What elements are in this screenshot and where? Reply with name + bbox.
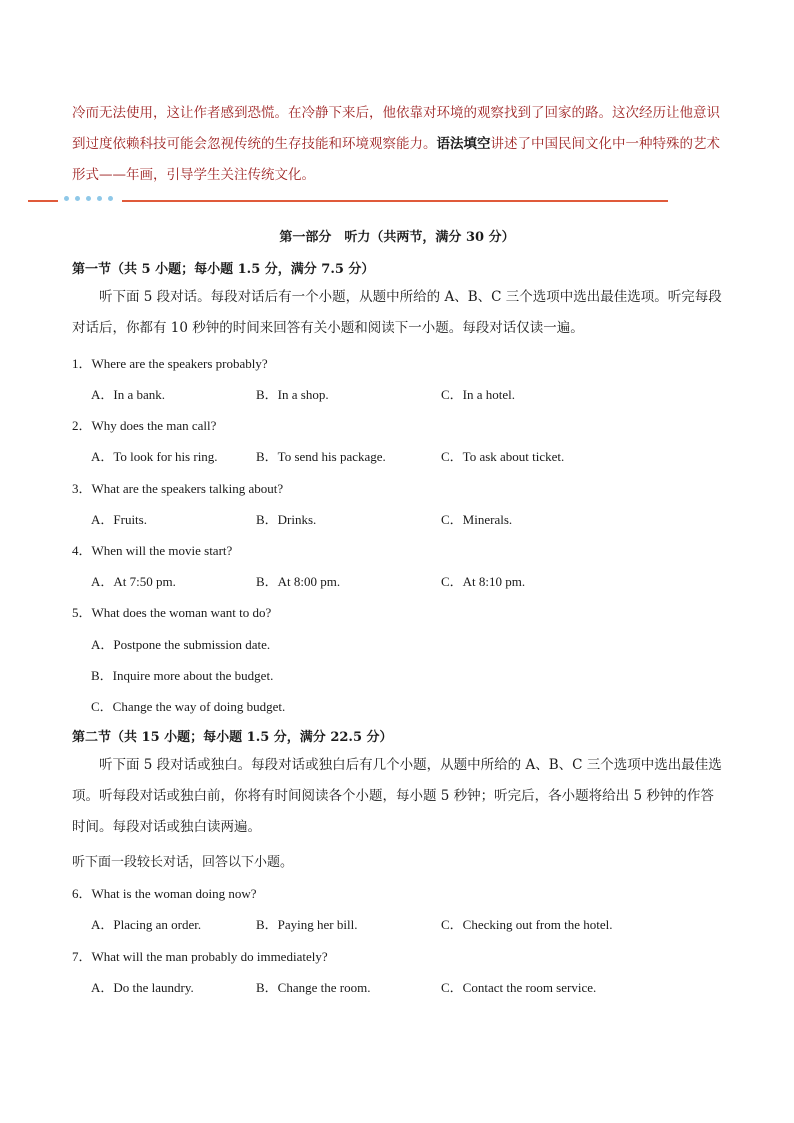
part-title: 第一部分 听力（共两节，满分 30 分） [279,230,515,245]
intro-bold-label: 语法填空 [436,136,491,152]
q4-option-a: A．At 7:50 pm. [91,574,176,589]
q4-option-c: C．At 8:10 pm. [441,574,526,589]
q3-option-b: B．Drinks. [256,512,317,527]
q3-option-c: C．Minerals. [441,512,513,527]
question-3: 3．What are the speakers talking about? [72,481,284,496]
question-6: 6．What is the woman doing now? [72,886,257,901]
divider-line-left [28,200,58,202]
section2-title: 第二节（共 15 小题；每小题 1.5 分，满分 22.5 分） [72,730,393,745]
q2-option-c: C．To ask about ticket. [441,449,565,464]
divider-line-right [122,200,668,202]
q2-option-a: A．To look for his ring. [91,449,218,464]
question-2: 2．Why does the man call? [72,418,217,433]
question-4: 4．When will the movie start? [72,543,233,558]
q6-option-a: A．Placing an order. [91,917,202,932]
question-1: 1．Where are the speakers probably? [72,356,268,371]
q4-option-b: B．At 8:00 pm. [256,574,341,589]
q5-option-b: B．Inquire more about the budget. [91,668,274,683]
q1-option-b: B．In a shop. [256,387,329,402]
section1-instructions: 听下面 5 段对话。每段对话后有一个小题，从题中所给的 A、B、C 三个选项中选出最佳选项。听完每段对话后，你都有 10 秒钟的时间来回答有关小题和阅读下一小题。每段对话仅读一遍。 [72,289,722,336]
q6-option-c: C．Checking out from the hotel. [441,917,613,932]
q7-option-c: C．Contact the room service. [441,980,597,995]
q7-option-a: A．Do the laundry. [91,980,194,995]
q1-option-c: C．In a hotel. [441,387,516,402]
intro-red-text: 冷而无法使用，这让作者感到恐慌。在冷静下来后，他依靠对环境的观察找到了回家的路。这次经历让他意识到过度依赖科技可能会忽视传统的生存技能和环境观察能力。 [72,105,720,152]
q7-option-b: B．Change the room. [256,980,371,995]
question-5: 5．What does the woman want to do? [72,605,272,620]
intro-red-text-2: 讲述了中国民间文化中一种特殊的艺术形式——年画，引导学生关注传统文化。 [72,136,720,183]
q5-option-a: A．Postpone the submission date. [91,637,271,652]
q2-option-b: B．To send his package. [256,449,386,464]
intro-summary [72,98,732,191]
section1-title: 第一节（共 5 小题；每小题 1.5 分，满分 7.5 分） [72,262,375,277]
divider-dots [64,196,113,201]
q3-option-a: A．Fruits. [91,512,147,527]
q1-option-a: A．In a bank. [91,387,166,402]
question-7: 7．What will the man probably do immediately? [72,949,328,964]
section2-sub-instruction: 听下面一段较长对话，回答以下小题。 [72,855,294,870]
q5-option-c: C．Change the way of doing budget. [91,699,286,714]
q6-option-b: B．Paying her bill. [256,917,358,932]
section2-instructions: 听下面 5 段对话或独白。每段对话或独白后有几个小题，从题中所给的 A、B、C 三个选项中选出最佳选项。听每段对话或独白前，你将有时间阅读各个小题，每小题 5 秒钟；听完后，各小题将给出 5 秒钟的作答时间。每段对话或独白读两遍。 [72,757,722,835]
section-divider [28,194,668,208]
